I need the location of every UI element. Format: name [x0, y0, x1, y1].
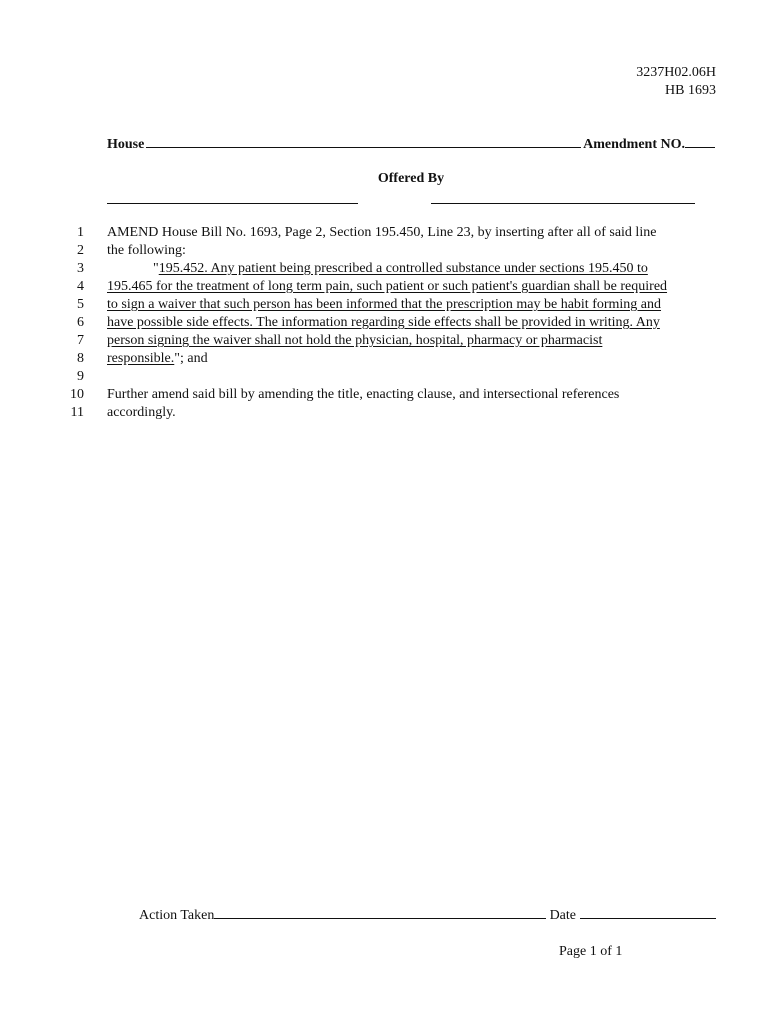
inserted-text: person signing the waiver shall not hold the physician, hospital, pharmacy or pharmacist	[107, 333, 603, 348]
body-line-3	[107, 260, 717, 278]
open-quote: "	[153, 261, 159, 276]
line-number: 10	[70, 387, 84, 402]
inserted-text: have possible side effects. The information regarding side effects shall be provided in writing. Any	[107, 315, 660, 330]
house-label: House	[107, 137, 145, 152]
closing-text: "; and	[174, 351, 208, 366]
house-blank-line	[146, 135, 581, 148]
document-code: 3237H02.06H	[636, 65, 716, 80]
amendment-body	[107, 224, 717, 422]
inserted-text: responsible.	[107, 351, 175, 366]
inserted-text: to sign a waiver that such person has been informed that the prescription may be habit forming and	[107, 297, 662, 312]
body-line-5	[107, 296, 717, 314]
line-number: 4	[77, 279, 84, 294]
inserted-text: 195.465 for the treatment of long term pain, such patient or such patient's guardian shall be required	[107, 279, 668, 294]
signature-line-right	[431, 203, 695, 204]
date-blank	[580, 906, 716, 919]
line-number: 9	[77, 369, 84, 384]
line-number: 1	[77, 225, 84, 240]
line-number: 11	[70, 405, 84, 420]
body-line-11: accordingly.	[107, 405, 176, 420]
line-number: 6	[77, 315, 84, 330]
body-line-1: AMEND House Bill No. 1693, Page 2, Section 195.450, Line 23, by inserting after all of said line	[107, 225, 657, 240]
amendment-number-blank	[685, 135, 715, 148]
line-number: 8	[77, 351, 84, 366]
body-line-7	[107, 332, 717, 350]
body-line-4	[107, 278, 717, 296]
action-taken-blank	[214, 906, 545, 919]
body-line-10: Further amend said bill by amending the title, enacting clause, and intersectional references	[107, 387, 620, 402]
page-number: Page 1 of 1	[559, 944, 623, 959]
date-label: Date	[549, 908, 576, 923]
signature-line-left	[107, 203, 358, 204]
document-id-block	[636, 64, 716, 100]
body-line-2: the following:	[107, 243, 186, 258]
line-number: 5	[77, 297, 84, 312]
amendment-number-label: Amendment NO.	[583, 137, 685, 152]
offered-by-label: Offered By	[377, 171, 445, 186]
inserted-text: 195.452. Any patient being prescribed a controlled substance under sections 195.450 to	[158, 261, 648, 276]
line-number: 7	[77, 333, 84, 348]
action-taken-label: Action Taken	[139, 908, 215, 923]
house-amendment-line	[107, 135, 715, 153]
line-number: 3	[77, 261, 84, 276]
body-line-9	[107, 368, 717, 386]
body-line-6	[107, 314, 717, 332]
body-line-8	[107, 350, 717, 368]
action-taken-line	[139, 906, 716, 924]
bill-number: HB 1693	[665, 83, 716, 98]
line-number-column	[60, 224, 84, 422]
line-number: 2	[77, 243, 84, 258]
